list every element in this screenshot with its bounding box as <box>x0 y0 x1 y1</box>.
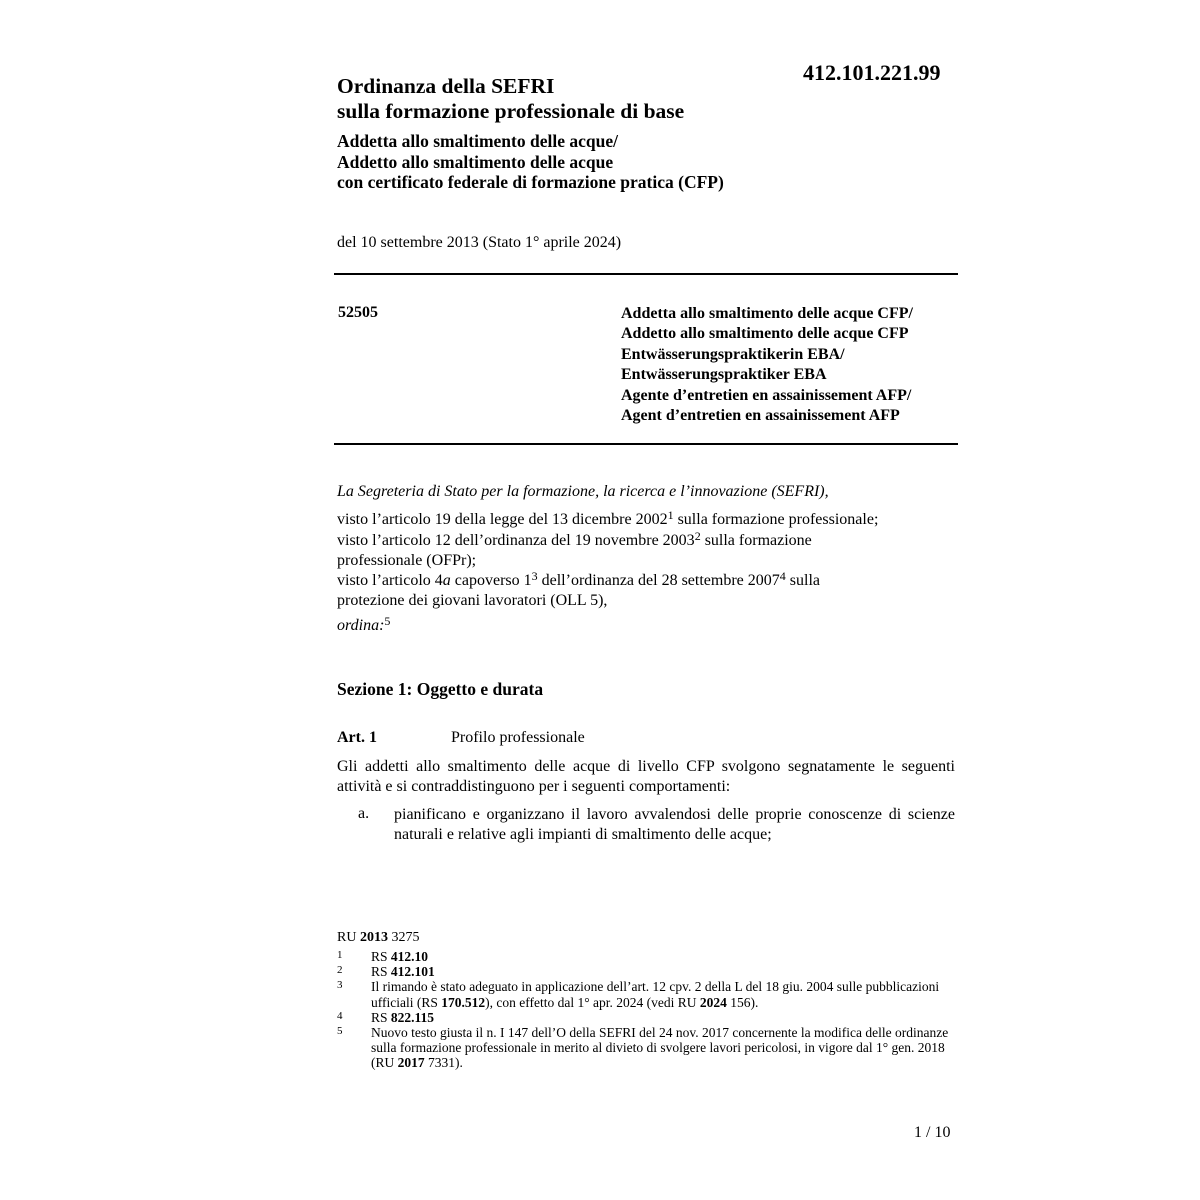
preamble-line: protezione dei giovani lavoratori (OLL 5), <box>337 592 608 610</box>
profession-code: 52505 <box>338 304 378 321</box>
list-item-text: pianificano e organizzano il lavoro avvalendosi delle proprie conoscenze di scienze naturali e relative agli impianti di smaltimento delle acque; <box>394 806 955 844</box>
footnote-fragment: Il rimando è stato adeguato in applicazione dell’art. 12 cpv. 2 della L del 18 giu. 2004 sulle pubblicazioni ufficiali (RS <box>371 979 940 1010</box>
footnote-ref[interactable]: 1 <box>667 508 674 523</box>
document-subtitle <box>337 131 724 193</box>
footnote-link[interactable]: 2017 <box>397 1055 425 1071</box>
footnote-number: 4 <box>337 1009 343 1022</box>
ru-year: 2013 <box>359 930 388 945</box>
sr-number: 412.101.221.99 <box>803 60 941 85</box>
title-line: Ordinanza della SEFRI <box>337 74 555 98</box>
preamble-line <box>337 571 962 591</box>
footnote-number: 5 <box>337 1025 343 1038</box>
preamble-line: professionale (OFPr); <box>337 551 477 569</box>
footnote-text <box>371 964 957 979</box>
ru-reference <box>337 930 419 946</box>
footnote-text <box>371 949 957 964</box>
footnote-fragment: RS <box>371 964 391 980</box>
profession-title: Entwässerungspraktikerin EBA/ <box>621 345 845 363</box>
bottom-divider <box>334 443 958 445</box>
footnote <box>337 949 957 964</box>
footnote-fragment: RS <box>371 949 391 964</box>
preamble-text: visto l’articolo 4 <box>337 572 443 590</box>
profession-title: Agent d’entretien en assainissement AFP <box>621 407 900 425</box>
list-item-letter: a. <box>358 805 370 822</box>
footnote <box>337 1010 957 1025</box>
preamble-text: dell’ordinanza del 28 settembre 2007 <box>537 572 780 590</box>
article-title: Profilo professionale <box>451 729 585 746</box>
ordina-line <box>337 613 962 636</box>
article-text: Gli addetti allo smaltimento delle acque di livello CFP svolgono segnatamente le seguenti attività e si contraddistinguono per i seguenti comportamenti: <box>337 758 955 796</box>
page-number: 1 / 10 <box>914 1124 951 1141</box>
footnote-fragment: 7331). <box>424 1055 463 1071</box>
footnote <box>337 964 957 979</box>
footnote <box>337 1025 957 1071</box>
footnote <box>337 979 957 1009</box>
footnote-link[interactable]: 412.101 <box>390 964 435 980</box>
article-number: Art. 1 <box>337 729 377 746</box>
footnote-link[interactable]: 412.10 <box>390 949 429 964</box>
profession-titles <box>621 304 913 426</box>
document-title <box>337 74 684 124</box>
footnote-link[interactable]: 170.512 <box>441 994 486 1010</box>
profession-title: Addetta allo smaltimento delle acque CFP/ <box>621 305 913 322</box>
footnote-fragment: Nuovo testo giusta il n. I 147 dell’O della SEFRI del 24 nov. 2017 concernente la modifica delle ordinanze sulla formazione professionale in merito al divieto di svolgere lavori pericolosi, in vigore dal 1° gen. 2018 (RU <box>371 1025 949 1071</box>
preamble-text: sulla formazione professionale; <box>673 511 879 529</box>
footnote-ref[interactable]: 4 <box>779 569 786 584</box>
footnote-text <box>371 1010 957 1025</box>
footnote-number: 2 <box>337 964 343 977</box>
section-heading: Sezione 1: Oggetto e durata <box>337 679 544 699</box>
preamble <box>337 482 962 636</box>
profession-title: Entwässerungspraktiker EBA <box>621 366 827 384</box>
subtitle-line: Addetta allo smaltimento delle acque/ <box>337 131 618 151</box>
profession-title: Addetto allo smaltimento delle acque CFP <box>621 325 909 343</box>
preamble-text: sulla formazione <box>700 531 812 549</box>
profession-title: Agente d’entretien en assainissement AFP/ <box>621 386 912 404</box>
title-line: sulla formazione professionale di base <box>337 99 685 123</box>
footnote-link[interactable]: 822.115 <box>390 1009 435 1025</box>
preamble-text: capoverso 1 <box>450 572 532 590</box>
ru-page: 3275 <box>387 930 420 945</box>
preamble-text: visto l’articolo 12 dell’ordinanza del 19 novembre 2003 <box>337 531 695 549</box>
preamble-text: visto l’articolo 19 della legge del 13 dicembre 2002 <box>337 511 668 529</box>
preamble-line <box>337 510 962 530</box>
footnote-text <box>371 979 957 1009</box>
subtitle-line: Addetto allo smaltimento delle acque <box>337 151 614 172</box>
date-line: del 10 settembre 2013 (Stato 1° aprile 2024) <box>337 234 622 251</box>
footnote-fragment: RS <box>371 1009 391 1025</box>
ru-prefix: RU <box>337 930 360 945</box>
footnote-number: 3 <box>337 979 343 992</box>
footnote-fragment: 156). <box>726 994 759 1010</box>
preamble-line <box>337 528 962 551</box>
footnote-ref[interactable]: 3 <box>531 569 538 584</box>
ordina-text: ordina: <box>337 616 385 634</box>
footnote-ref[interactable]: 5 <box>384 613 391 628</box>
footnote-link[interactable]: 2024 <box>699 994 727 1010</box>
footnote-ref[interactable]: 2 <box>694 528 701 543</box>
footnote-number: 1 <box>337 949 343 961</box>
preamble-text: sulla <box>785 572 820 590</box>
footnote-text <box>371 1025 957 1071</box>
subtitle-line: con certificato federale di formazione pratica (CFP) <box>337 172 724 192</box>
footnotes <box>337 949 957 1071</box>
issuing-authority: La Segreteria di Stato per la formazione, la ricerca e l’innovazione (SEFRI), <box>337 483 829 500</box>
top-divider <box>334 273 958 275</box>
preamble-text: a <box>442 572 451 590</box>
footnote-fragment: ), con effetto dal 1° apr. 2024 (vedi RU <box>485 994 700 1010</box>
